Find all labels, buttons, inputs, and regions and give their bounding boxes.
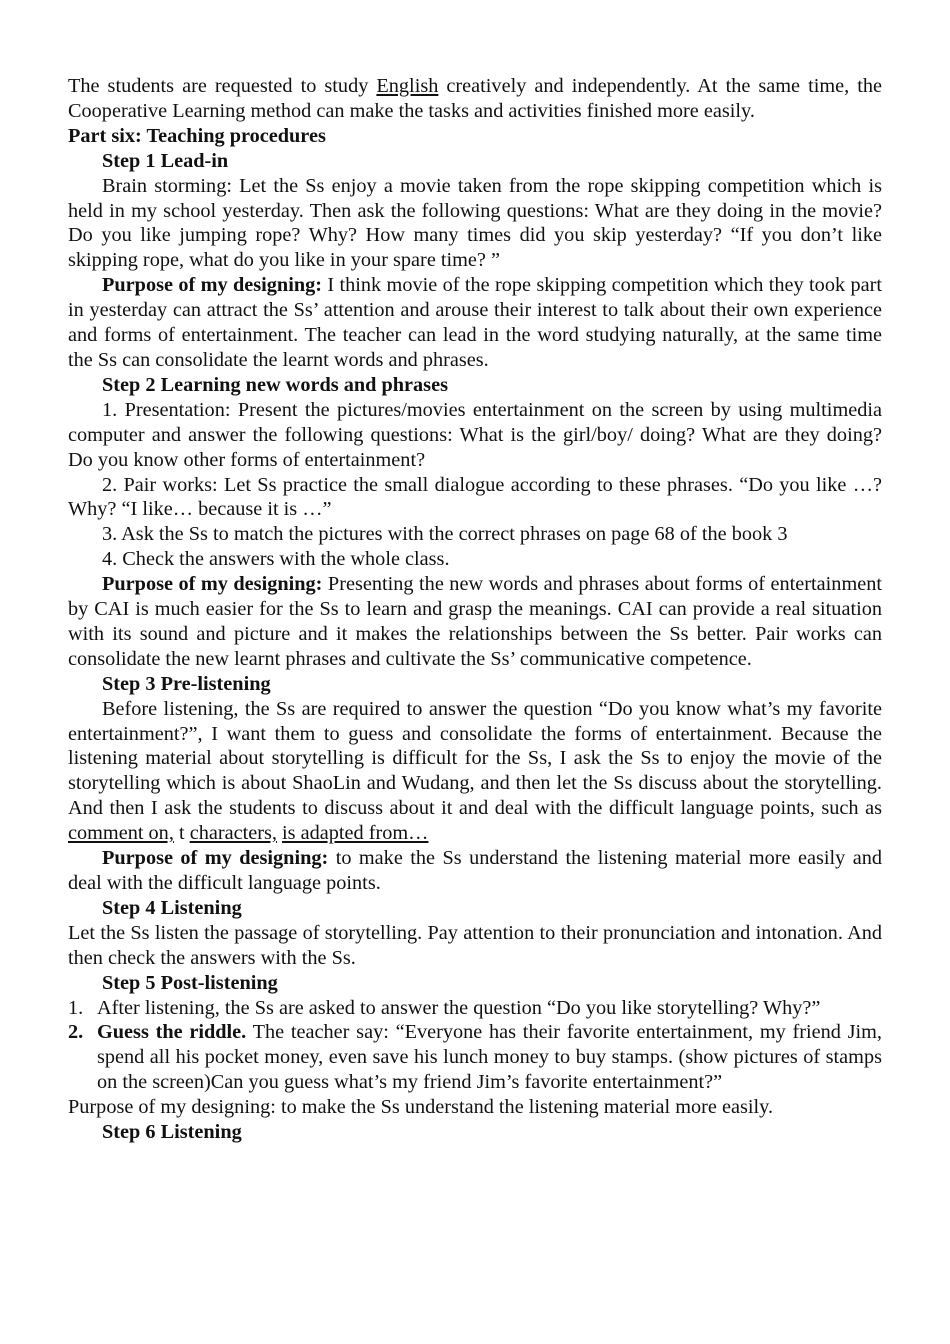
riddle-text: The teacher say: “Everyone has their favorite entertainment, my friend Jim, spend all his pocket money, even save his lunch money to buy stamps. (show pictures of stamps on the screen)Can you guess what’s my friend Jim’s favorite entertainment?” xyxy=(97,1021,883,1094)
english-link[interactable]: English xyxy=(376,75,439,97)
intro-text: The students are requested to study xyxy=(68,75,377,97)
purpose-text: Presenting the new words and phrases about forms of entertainment by CAI is much easier for the Ss to learn and grasp the meanings. CAI can provide a real situation with its sound and picture and it makes the relationships between the Ss better. Pair works can consolidate the new learnt phrases and cultivate the Ss’ communicative competence. xyxy=(68,573,882,670)
step6-title: Step 6 Listening xyxy=(102,1121,242,1144)
step1-title: Step 1 Lead-in xyxy=(102,149,229,172)
purpose-label: Purpose of my designing: xyxy=(102,573,323,596)
intro-text-end: creatively and independently. At the same time, the Cooperative Learning method can make the tasks and activities finished more easily. xyxy=(68,75,882,122)
step4-body: Let the Ss listen the passage of storytelling. Pay attention to their pronunciation and intonation. And then check the answers with the Ss. xyxy=(68,921,882,969)
list-text: After listening, the Ss are asked to answer the question “Do you like storytelling? Why?” xyxy=(97,996,821,1019)
step2-item-3: 3. Ask the Ss to match the pictures with the correct phrases on page 68 of the book 3 xyxy=(102,523,788,546)
step3-purpose xyxy=(68,846,882,896)
step2-item-4: 4. Check the answers with the whole class. xyxy=(102,548,450,571)
term-comment-on: comment on, xyxy=(68,822,174,845)
step2-purpose xyxy=(68,572,882,672)
list-number: 2. xyxy=(68,1021,84,1044)
step3-body xyxy=(68,697,882,846)
step1-body: Brain storming: Let the Ss enjoy a movie taken from the rope skipping competition which is held in my school yesterday. Then ask the following questions: What are they doing in the movie? Do you like jumping rope? Why? How many times did you skip yesterday? “If you don’t like skipping rope, what do you like in your spare time? ” xyxy=(68,174,882,272)
step5-title: Step 5 Post-listening xyxy=(102,971,278,994)
list-number: 1. xyxy=(68,996,84,1019)
step2-item-1: 1. Presentation: Present the pictures/movies entertainment on the screen by using multimedia computer and answer the following questions: What is the girl/boy/ doing? What are they doing? Do you know other forms of entertainment? xyxy=(68,398,882,471)
intro-paragraph xyxy=(68,74,882,124)
step5-item-2 xyxy=(68,1020,882,1095)
list-text xyxy=(97,1020,882,1095)
purpose-text: I think movie of the rope skipping competition which they took part in yesterday can attract the Ss’ attention and arouse their interest to talk about their own experience and forms of entertainment. The teacher can lead in the word studying naturally, at the same time the Ss can consolidate the learnt words and phrases. xyxy=(68,274,882,371)
step3-gap: t xyxy=(173,822,190,845)
step2-title: Step 2 Learning new words and phrases xyxy=(102,373,448,396)
term-characters: characters, xyxy=(189,822,277,845)
purpose-text: to make the Ss understand the listening material more easily and deal with the difficult language points. xyxy=(68,847,882,894)
step2-item-2: 2. Pair works: Let Ss practice the small dialogue according to these phrases. “Do you like …? Why? “I like… because it is …” xyxy=(68,473,882,521)
step4-title: Step 4 Listening xyxy=(102,896,242,919)
step1-purpose xyxy=(68,273,882,373)
step5-purpose: Purpose of my designing: to make the Ss understand the listening material more easily. xyxy=(68,1096,774,1119)
term-is-adapted-from: is adapted from… xyxy=(282,822,429,845)
step5-item-1 xyxy=(68,996,882,1021)
step3-text: Before listening, the Ss are required to answer the question “Do you know what’s my favorite entertainment?”, I want them to guess and consolidate the forms of entertainment. Because the listening material about storytelling is difficult for the Ss, I ask the Ss to enjoy the movie of the storytelling which is about ShaoLin and Wudang, and then let the Ss discuss about the storytelling. And then I ask the students to discuss about it and deal with the difficult language points, such as xyxy=(68,697,882,820)
riddle-label: Guess the riddle. xyxy=(97,1021,247,1044)
step3-title: Step 3 Pre-listening xyxy=(102,672,271,695)
part-heading: Part six: Teaching procedures xyxy=(68,124,326,147)
document-page xyxy=(68,74,882,1145)
purpose-label: Purpose of my designing: xyxy=(102,274,323,297)
purpose-label: Purpose of my designing: xyxy=(102,847,329,870)
